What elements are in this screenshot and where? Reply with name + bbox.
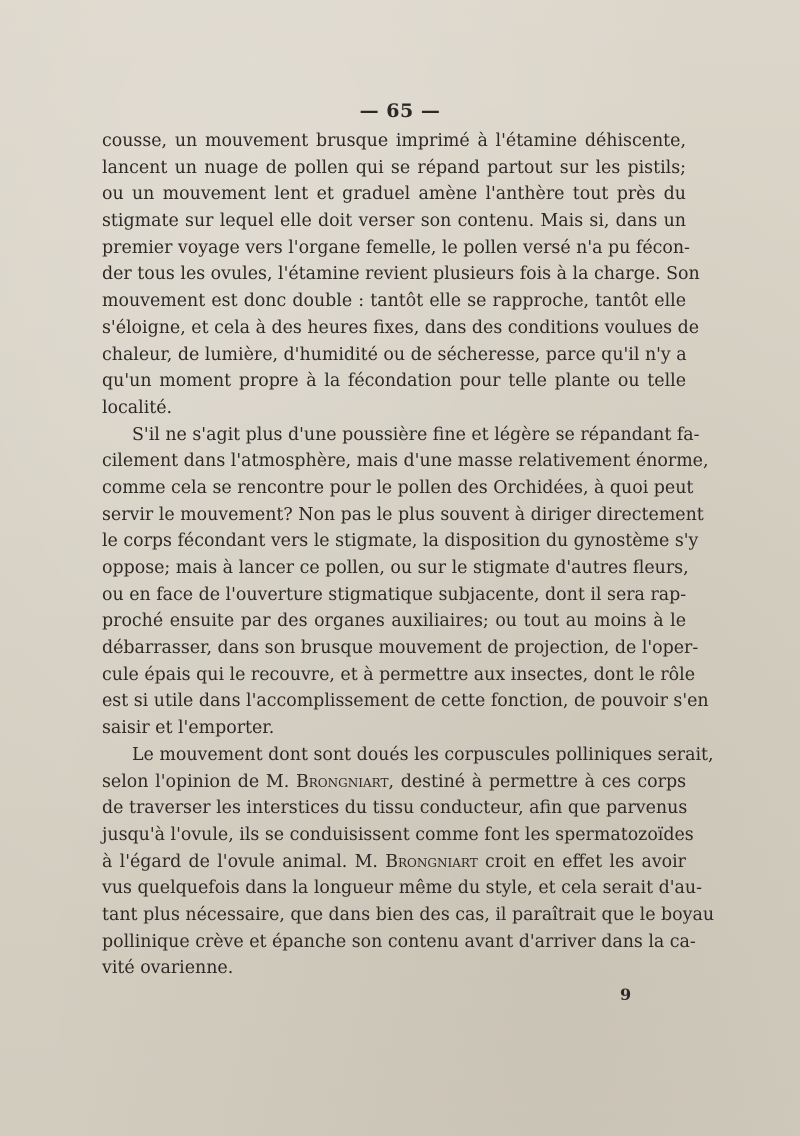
text-line: jusqu'à l'ovule, ils se conduisissent comme font les spermatozoïdes [102, 824, 694, 845]
text-line: cule épais qui le recouvre, et à permettre aux insectes, dont le rôle [102, 664, 695, 685]
text-line: saisir et l'emporter. [102, 718, 275, 739]
page-number: — 65 — [359, 100, 441, 122]
text-line: cilement dans l'atmosphère, mais d'une masse relativement énorme, [102, 451, 709, 472]
text-segment: à l'égard de l'ovule animal. M. [102, 851, 386, 872]
text-line: comme cela se rencontre pour le pollen des Orchidées, à quoi peut [102, 477, 694, 498]
author-name: Brongniart [295, 771, 389, 792]
text-line: Le mouvement dont sont doués les corpuscules polliniques serait, [132, 744, 714, 765]
text-segment: , destiné à permettre à ces corps [388, 771, 686, 792]
text-line: cousse, un mouvement brusque imprimé à l'étamine déhiscente, [102, 131, 686, 151]
signature-mark: 9 [620, 985, 632, 1004]
text-line: qu'un moment propre à la fécondation pour telle plante ou telle [102, 371, 686, 392]
author-name: Brongniart [385, 851, 478, 872]
text-line: est si utile dans l'accomplissement de cette fonction, de pouvoir s'en [102, 691, 709, 712]
text-line: oppose; mais à lancer ce pollen, ou sur le stigmate d'autres fleurs, [102, 558, 689, 578]
text-line: le corps fécondant vers le stigmate, la disposition du gynostème s'y [102, 531, 699, 552]
text-line: pollinique crève et épanche son contenu avant d'arriver dans la ca- [102, 931, 696, 952]
text-line: vité ovarienne. [102, 958, 234, 979]
text-segment: croit en effet les avoir [477, 851, 686, 872]
text-line: servir le mouvement? Non pas le plus souvent à diriger directement [102, 504, 704, 525]
text-line [102, 769, 686, 796]
text-line: der tous les ovules, l'étamine revient plusieurs fois à la charge. Son [102, 264, 700, 285]
text-line [102, 849, 686, 876]
text-line: localité. [102, 397, 173, 418]
text-line: ou en face de l'ouverture stigmatique subjacente, dont il sera rap- [102, 584, 687, 605]
text-line: s'éloigne, et cela à des heures fixes, dans des conditions voulues de [102, 317, 700, 338]
text-line: tant plus nécessaire, que dans bien des cas, il paraîtrait que le boyau [102, 904, 715, 925]
text-line: chaleur, de lumière, d'humidité ou de sécheresse, parce qu'il n'y a [102, 344, 687, 365]
text-line: ou un mouvement lent et graduel amène l'anthère tout près du [102, 184, 686, 205]
text-line: proché ensuite par des organes auxiliaires; ou tout au moins à le [102, 611, 686, 632]
text-line: lancent un nuage de pollen qui se répand partout sur les pistils; [102, 157, 686, 178]
body-text [102, 128, 715, 982]
text-line: premier voyage vers l'organe femelle, le pollen versé n'a pu fécon- [102, 237, 690, 258]
text-line: S'il ne s'agit plus d'une poussière fine et légère se répandant fa- [132, 424, 700, 445]
text-line: vus quelquefois dans la longueur même du style, et cela serait d'au- [102, 878, 702, 899]
text-line: stigmate sur lequel elle doit verser son contenu. Mais si, dans un [102, 211, 686, 232]
text-line: mouvement est donc double : tantôt elle se rapproche, tantôt elle [102, 291, 686, 312]
text-segment: selon l'opinion de M. [102, 771, 296, 792]
text-line: débarrasser, dans son brusque mouvement de projection, de l'oper- [102, 638, 699, 659]
text-line: de traverser les interstices du tissu conducteur, afin que parvenus [102, 798, 688, 819]
